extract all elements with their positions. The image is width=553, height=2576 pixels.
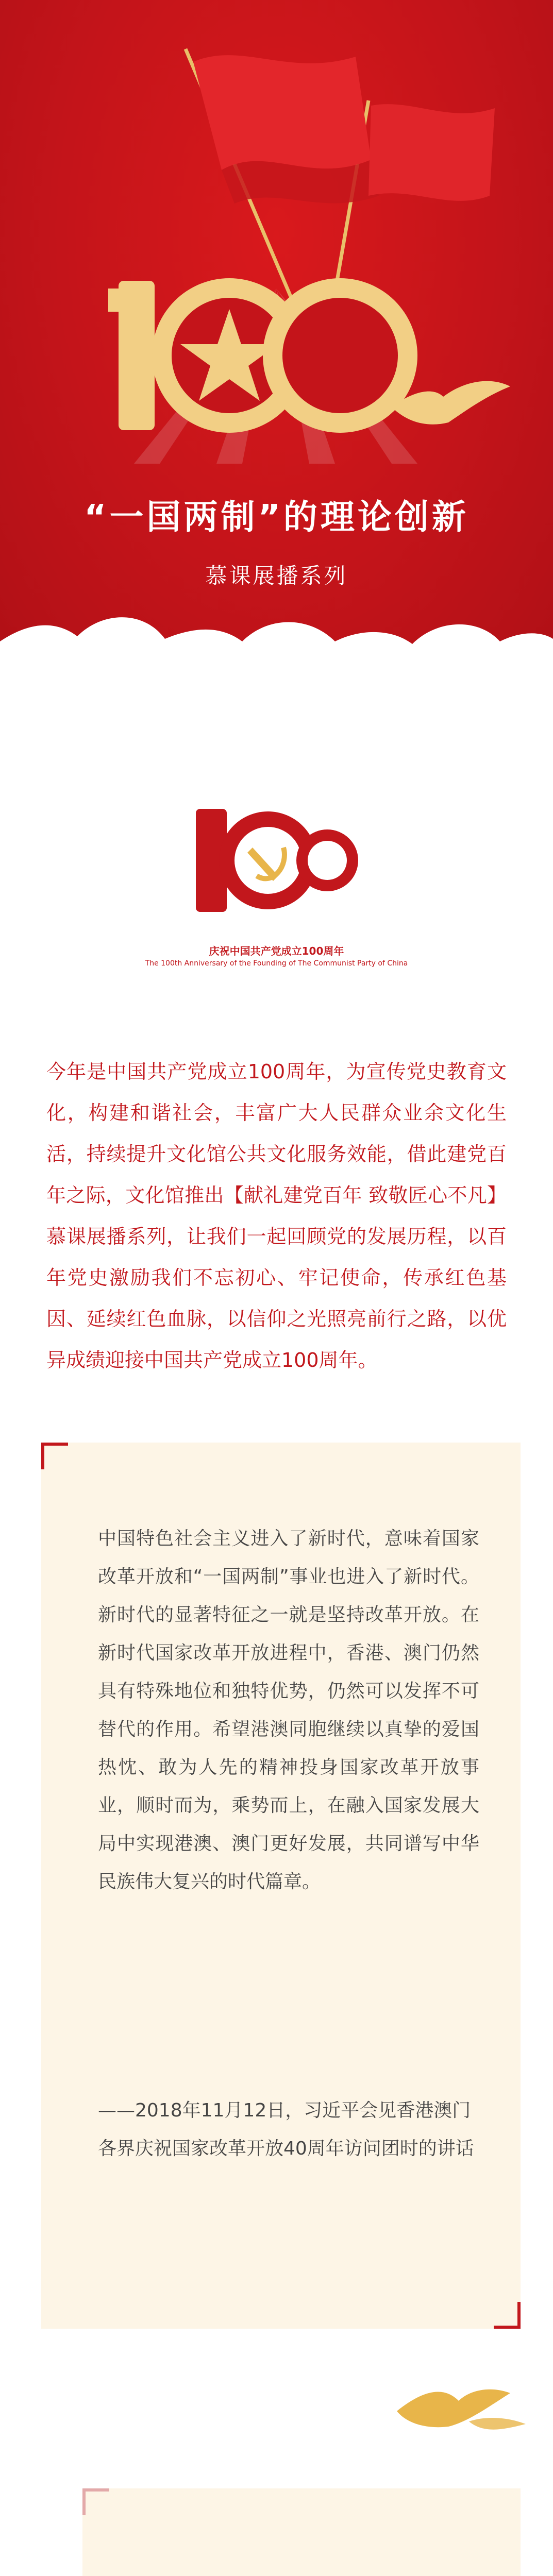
intro-paragraph: 今年是中国共产党成立100周年，为宣传党史教育文化，构建和谐社会，丰富广大人民群众业余文化生活，持续提升文化馆公共文化服务效能，借此建党百年之际，文化馆推出【献礼建党百年 致敬匠心不凡】慕课展播系列，让我们一起回顾党的发展历程，以百年党史激励我们不忘初心、牢记使命，传承红色基因、延续红色血脉，以信仰之光照亮前行之路，以优异成绩迎接中国共产党成立100周年。 — [46, 1060, 507, 1371]
logo-caption-cn: 庆祝中国共产党成立100周年 — [209, 945, 344, 957]
quote-box-1 — [41, 1443, 521, 2329]
quote-source-1: ——2018年11月12日，习近平会见香港澳门各界庆祝国家改革开放40周年访问团时的讲话 — [98, 2100, 474, 2159]
quote-box-2 — [82, 2488, 521, 2576]
section-100-emblem — [108, 2571, 273, 2576]
logo-caption-en: The 100th Anniversary of the Founding of The Communist Party of China — [145, 959, 408, 968]
hero-100-emblem — [108, 278, 417, 433]
corner-decoration — [82, 2488, 109, 2515]
party-100-logo — [196, 804, 361, 933]
hero-flags-illustration — [0, 0, 553, 464]
hero-title: “一国两制”的理论创新 — [84, 497, 469, 537]
cloud-divider — [0, 600, 553, 670]
hero-banner — [0, 0, 553, 670]
corner-decoration — [494, 2302, 521, 2329]
hero-subtitle: 慕课展播系列 — [205, 563, 348, 588]
doves-illustration — [392, 2380, 531, 2437]
corner-decoration — [41, 1443, 68, 1469]
quote-text-1: 中国特色社会主义进入了新时代，意味着国家改革开放和“一国两制”事业也进入了新时代。新时代的显著特征之一就是坚持改革开放。在新时代国家改革开放进程中，香港、澳门仍然具有特殊地位和独特优势，仍然可以发挥不可替代的作用。希望港澳同胞继续以真挚的爱国热忱、敢为人先的精神投身国家改革开放事业，顺时而为，乘势而上，在融入国家发展大局中实现港澳、澳门更好发展，共同谱写中华民族伟大复兴的时代篇章。 — [98, 1528, 479, 1892]
